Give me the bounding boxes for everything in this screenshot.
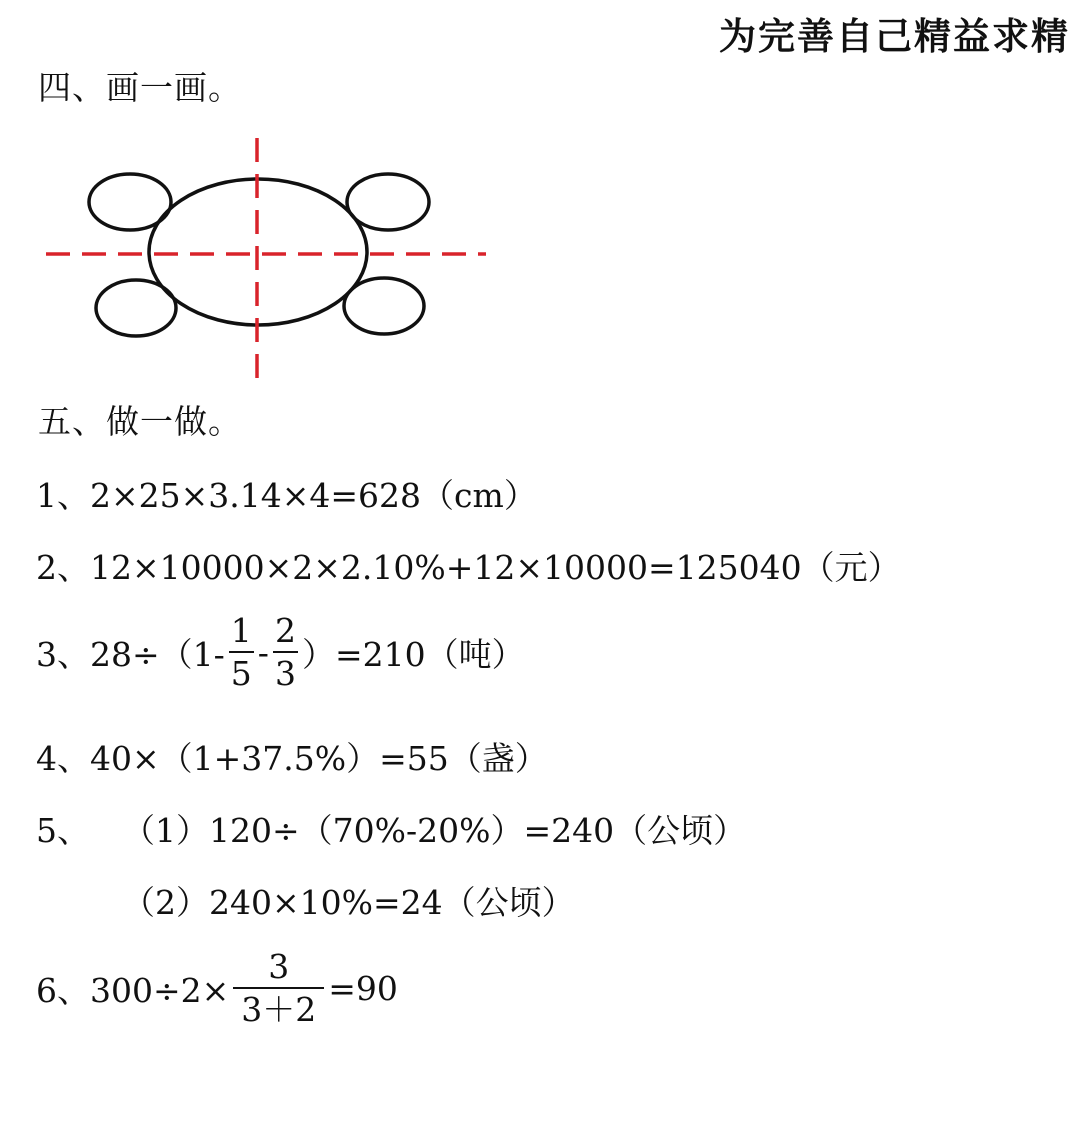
answer-4 (36, 733, 548, 780)
answer-5-label: 5、 (36, 811, 90, 850)
answer-5-1 (36, 805, 746, 852)
answer-5-2 (122, 877, 575, 924)
symmetry-drawing (40, 132, 500, 394)
answer-3-fraction-2 (273, 611, 298, 693)
answer-2 (36, 542, 901, 589)
answer-6-fraction (233, 947, 324, 1029)
header-motto: 为完善自己精益求精 (719, 14, 1070, 58)
fraction-numerator: 3 (268, 947, 290, 986)
answer-6-suffix: =90 (328, 968, 398, 1008)
fraction-numerator: 2 (274, 611, 296, 650)
answer-3-prefix: 3、28÷（1- (36, 634, 225, 674)
answer-5-2-text: （2）240×10%=24（公顷） (122, 883, 575, 922)
fraction-denominator: 5 (229, 651, 254, 690)
answer-2-text: 2、12×10000×2×2.10%+12×10000=125040（元） (36, 548, 901, 587)
answer-6-prefix: 6、300÷2× (36, 970, 230, 1010)
answer-4-text: 4、40×（1+37.5%）=55（盏） (36, 739, 548, 778)
answer-3-minus: - (257, 632, 269, 672)
section-4-title: 四、画一画。 (38, 68, 242, 107)
fraction-denominator: 3＋2 (233, 987, 324, 1026)
small-ellipse-bottom-left (96, 280, 176, 336)
small-ellipse-top-right (347, 174, 429, 230)
answer-1 (36, 470, 537, 517)
answer-3 (36, 611, 525, 693)
answer-5-1-text: （1）120÷（70%-20%）=240（公顷） (122, 811, 747, 850)
fraction-denominator: 3 (273, 651, 298, 690)
answer-3-suffix: ）=210（吨） (301, 634, 525, 674)
section-5-title: 五、做一做。 (38, 402, 242, 441)
fraction-numerator: 1 (230, 611, 252, 650)
answer-3-fraction-1 (229, 611, 254, 693)
answer-6 (36, 947, 398, 1029)
answer-1-text: 1、2×25×3.14×4=628（cm） (36, 476, 537, 515)
small-ellipse-top-left (89, 174, 171, 230)
small-ellipse-bottom-right (344, 278, 424, 334)
